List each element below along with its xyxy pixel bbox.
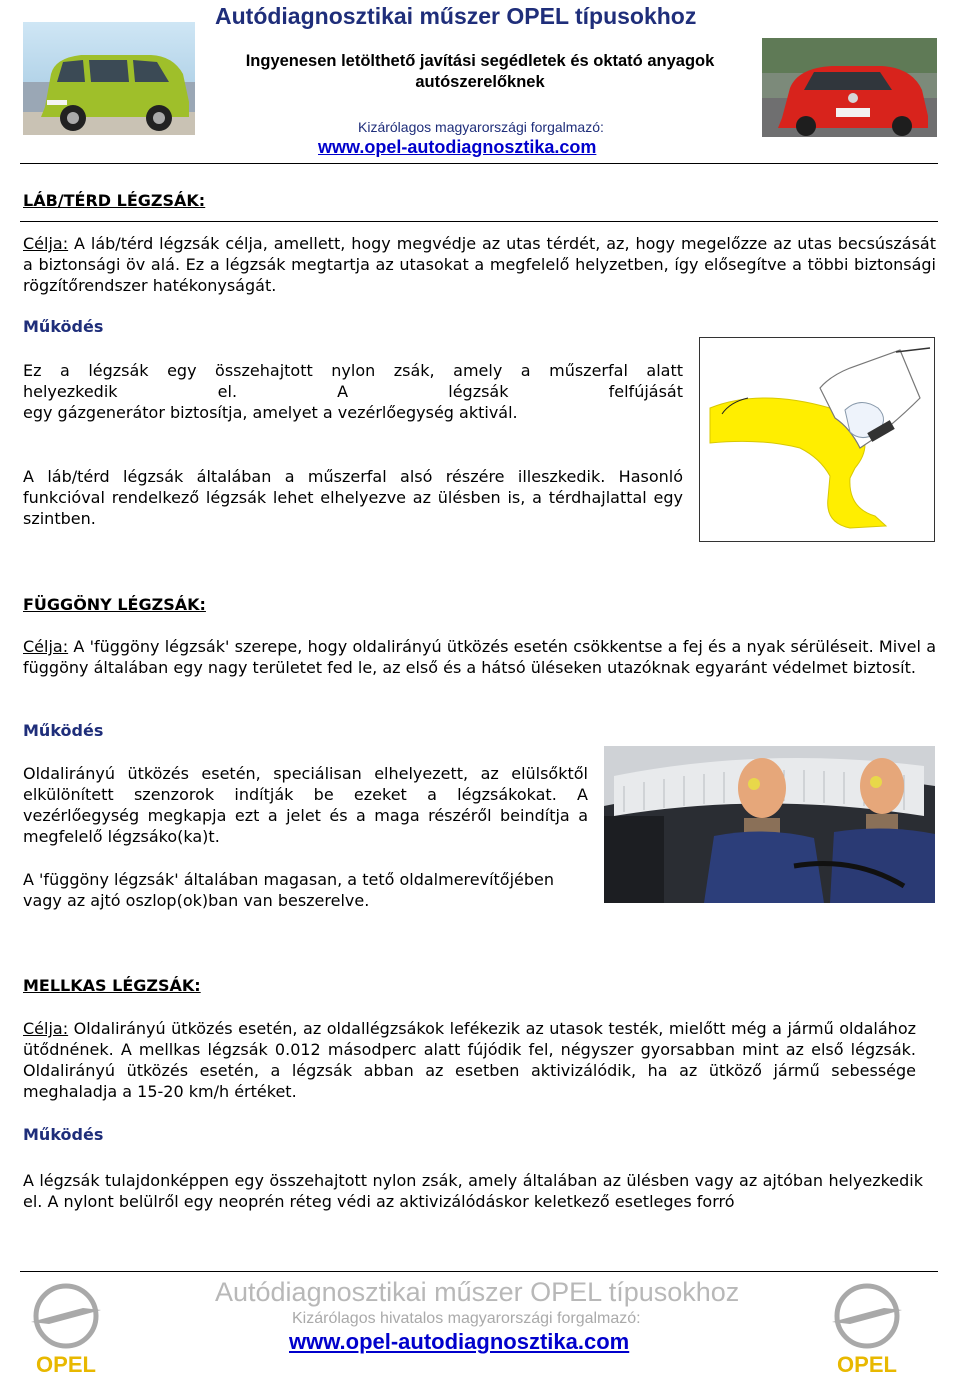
header-title: Autódiagnosztikai műszer OPEL típusokhoz: [215, 3, 697, 29]
curtain-airbag-operation-p2: A 'függöny légzsák' általában magasan, a tető oldalmerevítőjében vagy az ajtó oszlop(ok)ban van beszerelve.: [23, 870, 555, 910]
section-heading-chest-airbag: MELLKAS LÉGZSÁK:: [23, 976, 201, 995]
chest-airbag-operation-p1: A légzsák tulajdonképpen egy összehajtott nylon zsák, amely általában az ülésben vagy az ajtóban helyezkedik el. A nylont belülről egy neoprén réteg védi az aktivizálódáskor keletkező esetleges forró: [23, 1171, 923, 1211]
header-car-photo-right: [762, 38, 937, 137]
header-subtitle: Ingyenesen letölthető javítási segédletek és oktató anyagok autószerelőknek: [245, 52, 715, 91]
purpose-label: Célja:: [23, 234, 69, 253]
footer-opel-logo-left: [25, 1280, 107, 1380]
section-heading-knee-airbag: LÁB/TÉRD LÉGZSÁK:: [23, 191, 206, 210]
section-heading-curtain-airbag: FÜGGÖNY LÉGZSÁK:: [23, 595, 206, 614]
header-car-photo-left: [23, 22, 195, 135]
footer-divider: [20, 1271, 938, 1272]
footer-distributor: Kizárólagos hivatalos magyarországi forgalmazó:: [292, 1310, 641, 1327]
operation-line-3: egy gázgenerátor biztosítja, amelyet a vezérlőegység aktivál.: [23, 403, 518, 422]
footer-website-link[interactable]: www.opel-autodiagnosztika.com: [289, 1329, 630, 1354]
knee-airbag-operation-p2: A láb/térd légzsák általában a műszerfal alsó részére illeszkedik. Hasonló funkcióval rendelkező légzsák lehet elhelyezve az ülésben is, a térdhajlattal egy szintben.: [23, 467, 683, 528]
footer-title: Autódiagnosztikai műszer OPEL típusokhoz: [215, 1277, 740, 1307]
curtain-airbag-crash-test-photo: [604, 746, 935, 903]
operation-line-1: Ez a légzsák egy összehajtott nylon zsák, amely a műszerfal alatt: [23, 361, 683, 380]
section-divider-knee-airbag: [20, 221, 938, 222]
purpose-text: A láb/térd légzsák célja, amellett, hogy megvédje az utas térdét, az, hogy megelőzze az utas becsúszását a biztonsági öv alá. Ez a légzsák megtartja az utasokat a megfelelő helyzetben, így elősegítve a többi biztonsági rögzítőrendszer hatékonyságát.: [23, 234, 936, 295]
curtain-airbag-purpose: [23, 636, 936, 678]
knee-airbag-purpose: [23, 233, 936, 296]
knee-airbag-operation-p1: [23, 360, 683, 423]
chest-airbag-purpose: [23, 1018, 916, 1102]
curtain-airbag-operation-p1: Oldalirányú ütközés esetén, speciálisan elhelyezett, az elülsőktől elkülönített szenzorok indítják be ezeket a légzsákokat. A vezérlőegység megkapja ezt a jelet és a maga részéről beindítja a megfelelő légzsáko(ka)t.: [23, 764, 588, 846]
purpose-text: Oldalirányú ütközés esetén, az oldallégzsákok lefékezik az utasok testék, mielőtt még a jármű oldalához ütődnének. A mellkas légzsák 0.012 másodperc alatt fújódik fel, négyszer gyorsabban mint az első légzsák. Oldalirányú ütközés esetén, a légzsák abban az esetben aktivizálódik, ha az ütköző jármű sebessége meghaladja a 15-20 km/h értéket.: [23, 1019, 916, 1101]
chest-airbag-operation-heading: Működés: [23, 1125, 104, 1144]
knee-airbag-operation-heading: Működés: [23, 317, 104, 336]
header-website-link[interactable]: www.opel-autodiagnosztika.com: [318, 137, 597, 157]
footer-opel-logo-right: [826, 1280, 908, 1380]
footer-brand-right: OPEL: [837, 1352, 897, 1377]
purpose-text: A 'függöny légzsák' szerepe, hogy oldalirányú ütközés esetén csökkentse a fej és a nyak sérüléseit. Mivel a függöny általában egy nagy területet fed le, az első és a hátsó üléseken utazóknak egyaránt védelmet biztosít.: [23, 637, 936, 677]
operation-line-2: helyezkedik el. A légzsák felfújását: [23, 382, 683, 401]
footer-brand-left: OPEL: [36, 1352, 96, 1377]
header-divider: [20, 163, 938, 164]
purpose-label: Célja:: [23, 1019, 69, 1038]
knee-airbag-illustration: [699, 337, 935, 542]
curtain-airbag-operation-heading: Működés: [23, 721, 104, 740]
purpose-label: Célja:: [23, 637, 69, 656]
header-distributor: Kizárólagos magyarországi forgalmazó:: [358, 119, 604, 135]
